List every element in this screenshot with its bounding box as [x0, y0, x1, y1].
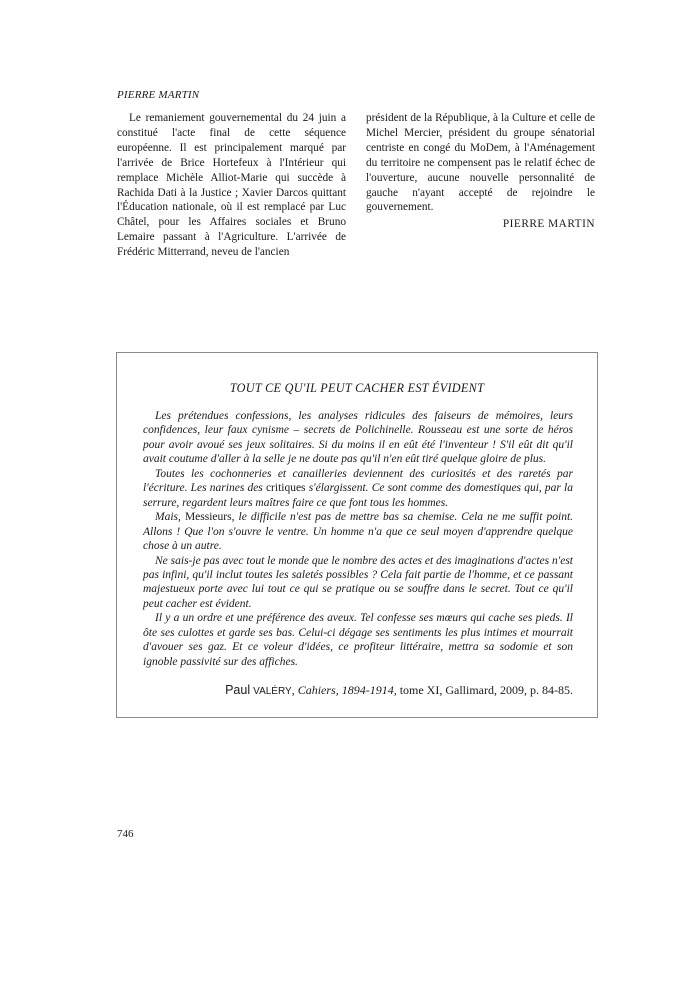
quote-box-title: TOUT CE QU'IL PEUT CACHER EST ÉVIDENT	[229, 381, 485, 395]
article-paragraph-continued: président de la République, à la Culture et celle de Michel Mercier, président du groupe sénatorial centriste en congé du MoDem, à l'Aménagement du territoire ne compensent pas le relatif échec de l'ouverture, aucune nouvelle personnalité de gauche n'ayant accepté de rejoindre le gouvernement.	[366, 112, 595, 214]
article-column-left	[117, 111, 346, 260]
citation-work: Cahiers, 1894-1914,	[297, 683, 397, 697]
citation-author-first: Paul	[225, 683, 251, 697]
article-column-right	[366, 111, 595, 232]
page-number: 746	[117, 828, 134, 840]
running-head: PIERRE MARTIN	[117, 89, 200, 101]
quote-paragraph: Les prétendues confessions, les analyses ridicules des faiseurs de mémoires, leurs confidences, leur faux cynisme – secrets de Polichinelle. Rousseau est une sorte de héros pour avoir avoué ses jeux solitaires. Si du moins il en eût été l'inventeur ! S'il eût dit qu'il avait coutume d'aller à la selle je ne doute pas qu'il n'en eût tiré quelque gloire de plus.	[143, 410, 573, 466]
quote-paragraph: Ne sais-je pas avec tout le monde que le nombre des actes et des imaginations d'actes n'est pas infini, qu'il inclut toutes les saletés possibles ? Cela fait partie de l'homme, et ce passant majestueux porte avec lui tout ce qui se pratique ou se souffre dans le secret. Tout ce qu'il peut cacher est évident.	[143, 554, 573, 610]
citation-author-last: VALÉRY	[253, 686, 292, 697]
article-paragraph: Le remaniement gouvernemental du 24 juin a constitué l'acte final de cette séquence européenne. Il est principalement marqué par l'arrivée de Brice Hortefeux à l'Intérieur qui remplace Michèle Alliot-Marie qui succède à Rachida Dati à la Justice ; Xavier Darcos quittant l'Éducation nationale, où il est remplacé par Luc Châtel, pour les Affaires sociales et Bruno Lemaire passant à l'Agriculture. L'arrivée de Frédéric Mitterrand, neveu de l'ancien	[117, 112, 346, 259]
quote-citation: Paul VALÉRY, Cahiers, 1894-1914, tome XI, Gallimard, 2009, p. 84-85.	[225, 683, 573, 697]
quote-box	[116, 352, 598, 718]
citation-details: tome XI, Gallimard, 2009, p. 84-85.	[399, 683, 573, 697]
quote-paragraph: Il y a un ordre et une préférence des aveux. Tel confesse ses mœurs qui cache ses pieds. Il ôte ses culottes et garde ses bas. Celui-ci dégage ses sentiments les plus intimes et mourrait d'avouer ses gaz. Et ce voleur d'idées, ce profiteur littéraire, mettra sa sodomie et son ignoble passivité sur des affiches.	[143, 612, 573, 668]
author-signature: PIERRE MARTIN	[502, 218, 595, 231]
quote-paragraph: Toutes les cochonneries et canailleries deviennent des curiosités et des raretés par l'écriture. Les narines des critiques s'élargissent. Ce sont comme des domestiques qui, par la serrure, regardent leurs maîtres faire ce que font tous les hommes.	[143, 467, 573, 509]
quote-paragraph: Mais, Messieurs, le difficile n'est pas de mettre bas sa chemise. Cela ne me suffit point. Allons ! Que l'on s'ouvre le ventre. Un homme n'a que ce seul moyen d'apprendre quelque chose à un autre.	[143, 511, 574, 553]
quote-box-body	[143, 409, 573, 669]
